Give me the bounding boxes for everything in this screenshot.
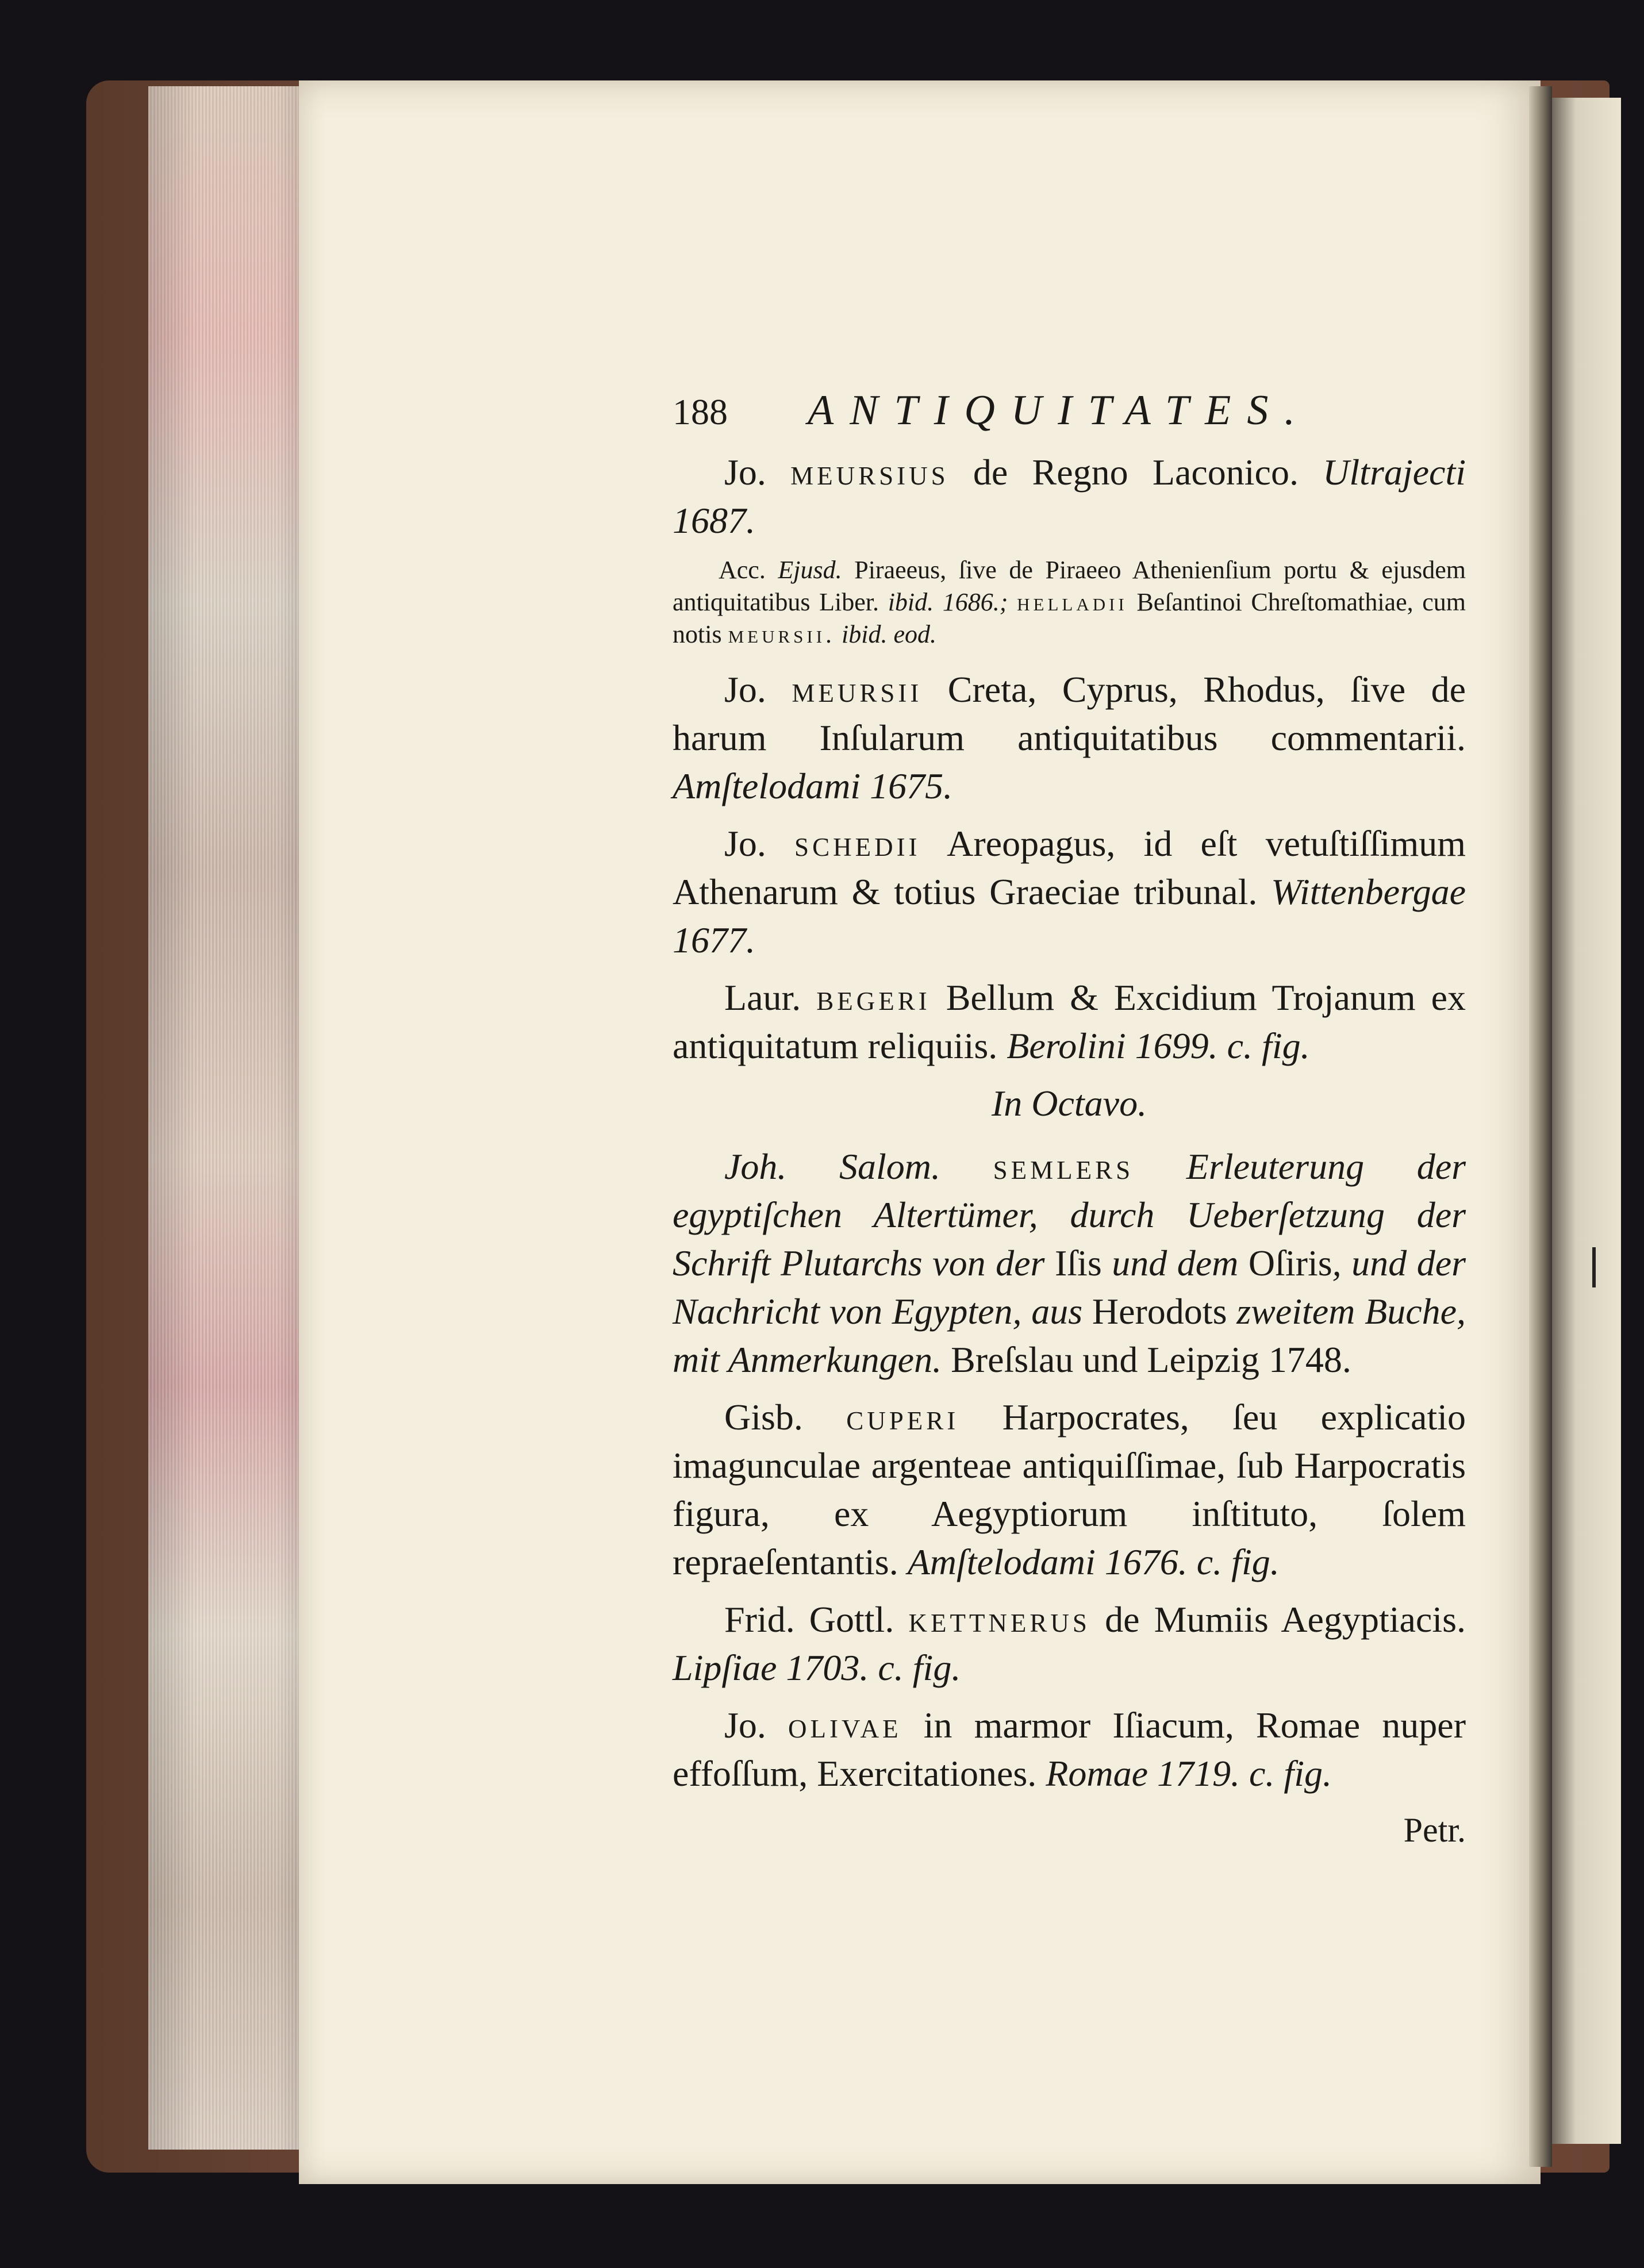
- bibliography-note: Acc. Ejusd. Piraeeus, ſive de Piraeeo Athenienſium portu & ejusdem antiquitatibus Liber. ibid. 1686.; helladii Beſantinoi Chreſtomathiae, cum notis meursii. ibid. eod.: [673, 556, 1466, 648]
- imprint: Romae 1719. c. fig.: [1046, 1753, 1332, 1794]
- section-title: In Octavo.: [991, 1083, 1147, 1124]
- book-gutter: [1529, 86, 1552, 2167]
- bibliography-entry: Jo. meursii Creta, Cyprus, Rhodus, ſive de harum Inſularum antiquitatibus commentarii. Amſtelodami 1675.: [673, 669, 1466, 806]
- imprint: Berolini 1699. c. fig.: [1007, 1025, 1310, 1066]
- page-number: 188: [673, 391, 728, 432]
- bibliography-entry: Joh. Salom. semlers Erleuterung der egyptiſchen Altertümer, durch Ueberſetzung der Schrift Plutarchs von der Iſis und dem Oſiris, und der Nachricht von Egypten, aus Herodots zweitem Buche, mit Anmerkungen. Breſslau und Leipzig 1748.: [673, 1146, 1466, 1380]
- imprint: Ultrajecti 1687.: [673, 452, 1466, 541]
- page-text-block: [673, 387, 1466, 1859]
- bibliography-entry: Laur. begeri Bellum & Excidium Trojanum ex antiquitatum reliquiis. Berolini 1699. c. fig.: [673, 977, 1466, 1066]
- imprint: ibid. eod.: [842, 620, 937, 648]
- author-name: semlers: [993, 1146, 1134, 1187]
- bibliography-entry: Jo. olivae in marmor Iſiacum, Romae nuper effoſſum, Exercitationes. Romae 1719. c. fig.: [673, 1705, 1466, 1794]
- catchword-row: [673, 1807, 1466, 1859]
- catchword: Petr.: [1403, 1811, 1466, 1849]
- imprint: Lipſiae 1703. c. fig.: [673, 1647, 961, 1688]
- author-name: helladii: [1017, 588, 1128, 616]
- author-name: schedii: [794, 823, 921, 864]
- bibliography-entry: Frid. Gottl. kettnerus de Mumiis Aegyptiacis. Lipſiae 1703. c. fig.: [673, 1599, 1466, 1688]
- author-name: kettnerus: [908, 1599, 1090, 1640]
- author-name: olivae: [788, 1705, 902, 1746]
- imprint: Amſtelodami 1676. c. fig.: [907, 1542, 1280, 1582]
- author-name: meursii.: [728, 620, 836, 648]
- imprint: Wittenbergae 1677.: [673, 871, 1466, 960]
- imprint: Amſtelodami 1675.: [673, 766, 953, 806]
- bibliography-entry: Gisb. cuperi Harpocrates, ſeu explicatio imagunculae argenteae antiquiſſimae, ſub Harpocratis figura, ex Aegyptiorum inſtituto, ſolem repraeſentantis. Amſtelodami 1676. c. fig.: [673, 1397, 1466, 1582]
- bibliography-entry: Jo. schedii Areopagus, id eſt vetuſtiſſimum Athenarum & totius Graeciae tribunal. Wittenbergae 1677.: [673, 823, 1466, 960]
- running-title: ANTIQUITATES.: [808, 387, 1311, 434]
- page-header: [673, 387, 1466, 448]
- imprint: Breſslau und Leipzig 1748.: [942, 1339, 1351, 1380]
- marbled-page-edges: [148, 86, 309, 2150]
- bibliography-entry: Jo. meursius de Regno Laconico. Ultrajecti 1687.: [673, 452, 1466, 541]
- facing-page-edge: [1552, 98, 1621, 2144]
- author-name: meursii: [792, 669, 923, 710]
- author-name: meursius: [790, 452, 949, 493]
- author-name: begeri: [816, 977, 931, 1018]
- author-name: cuperi: [846, 1397, 959, 1437]
